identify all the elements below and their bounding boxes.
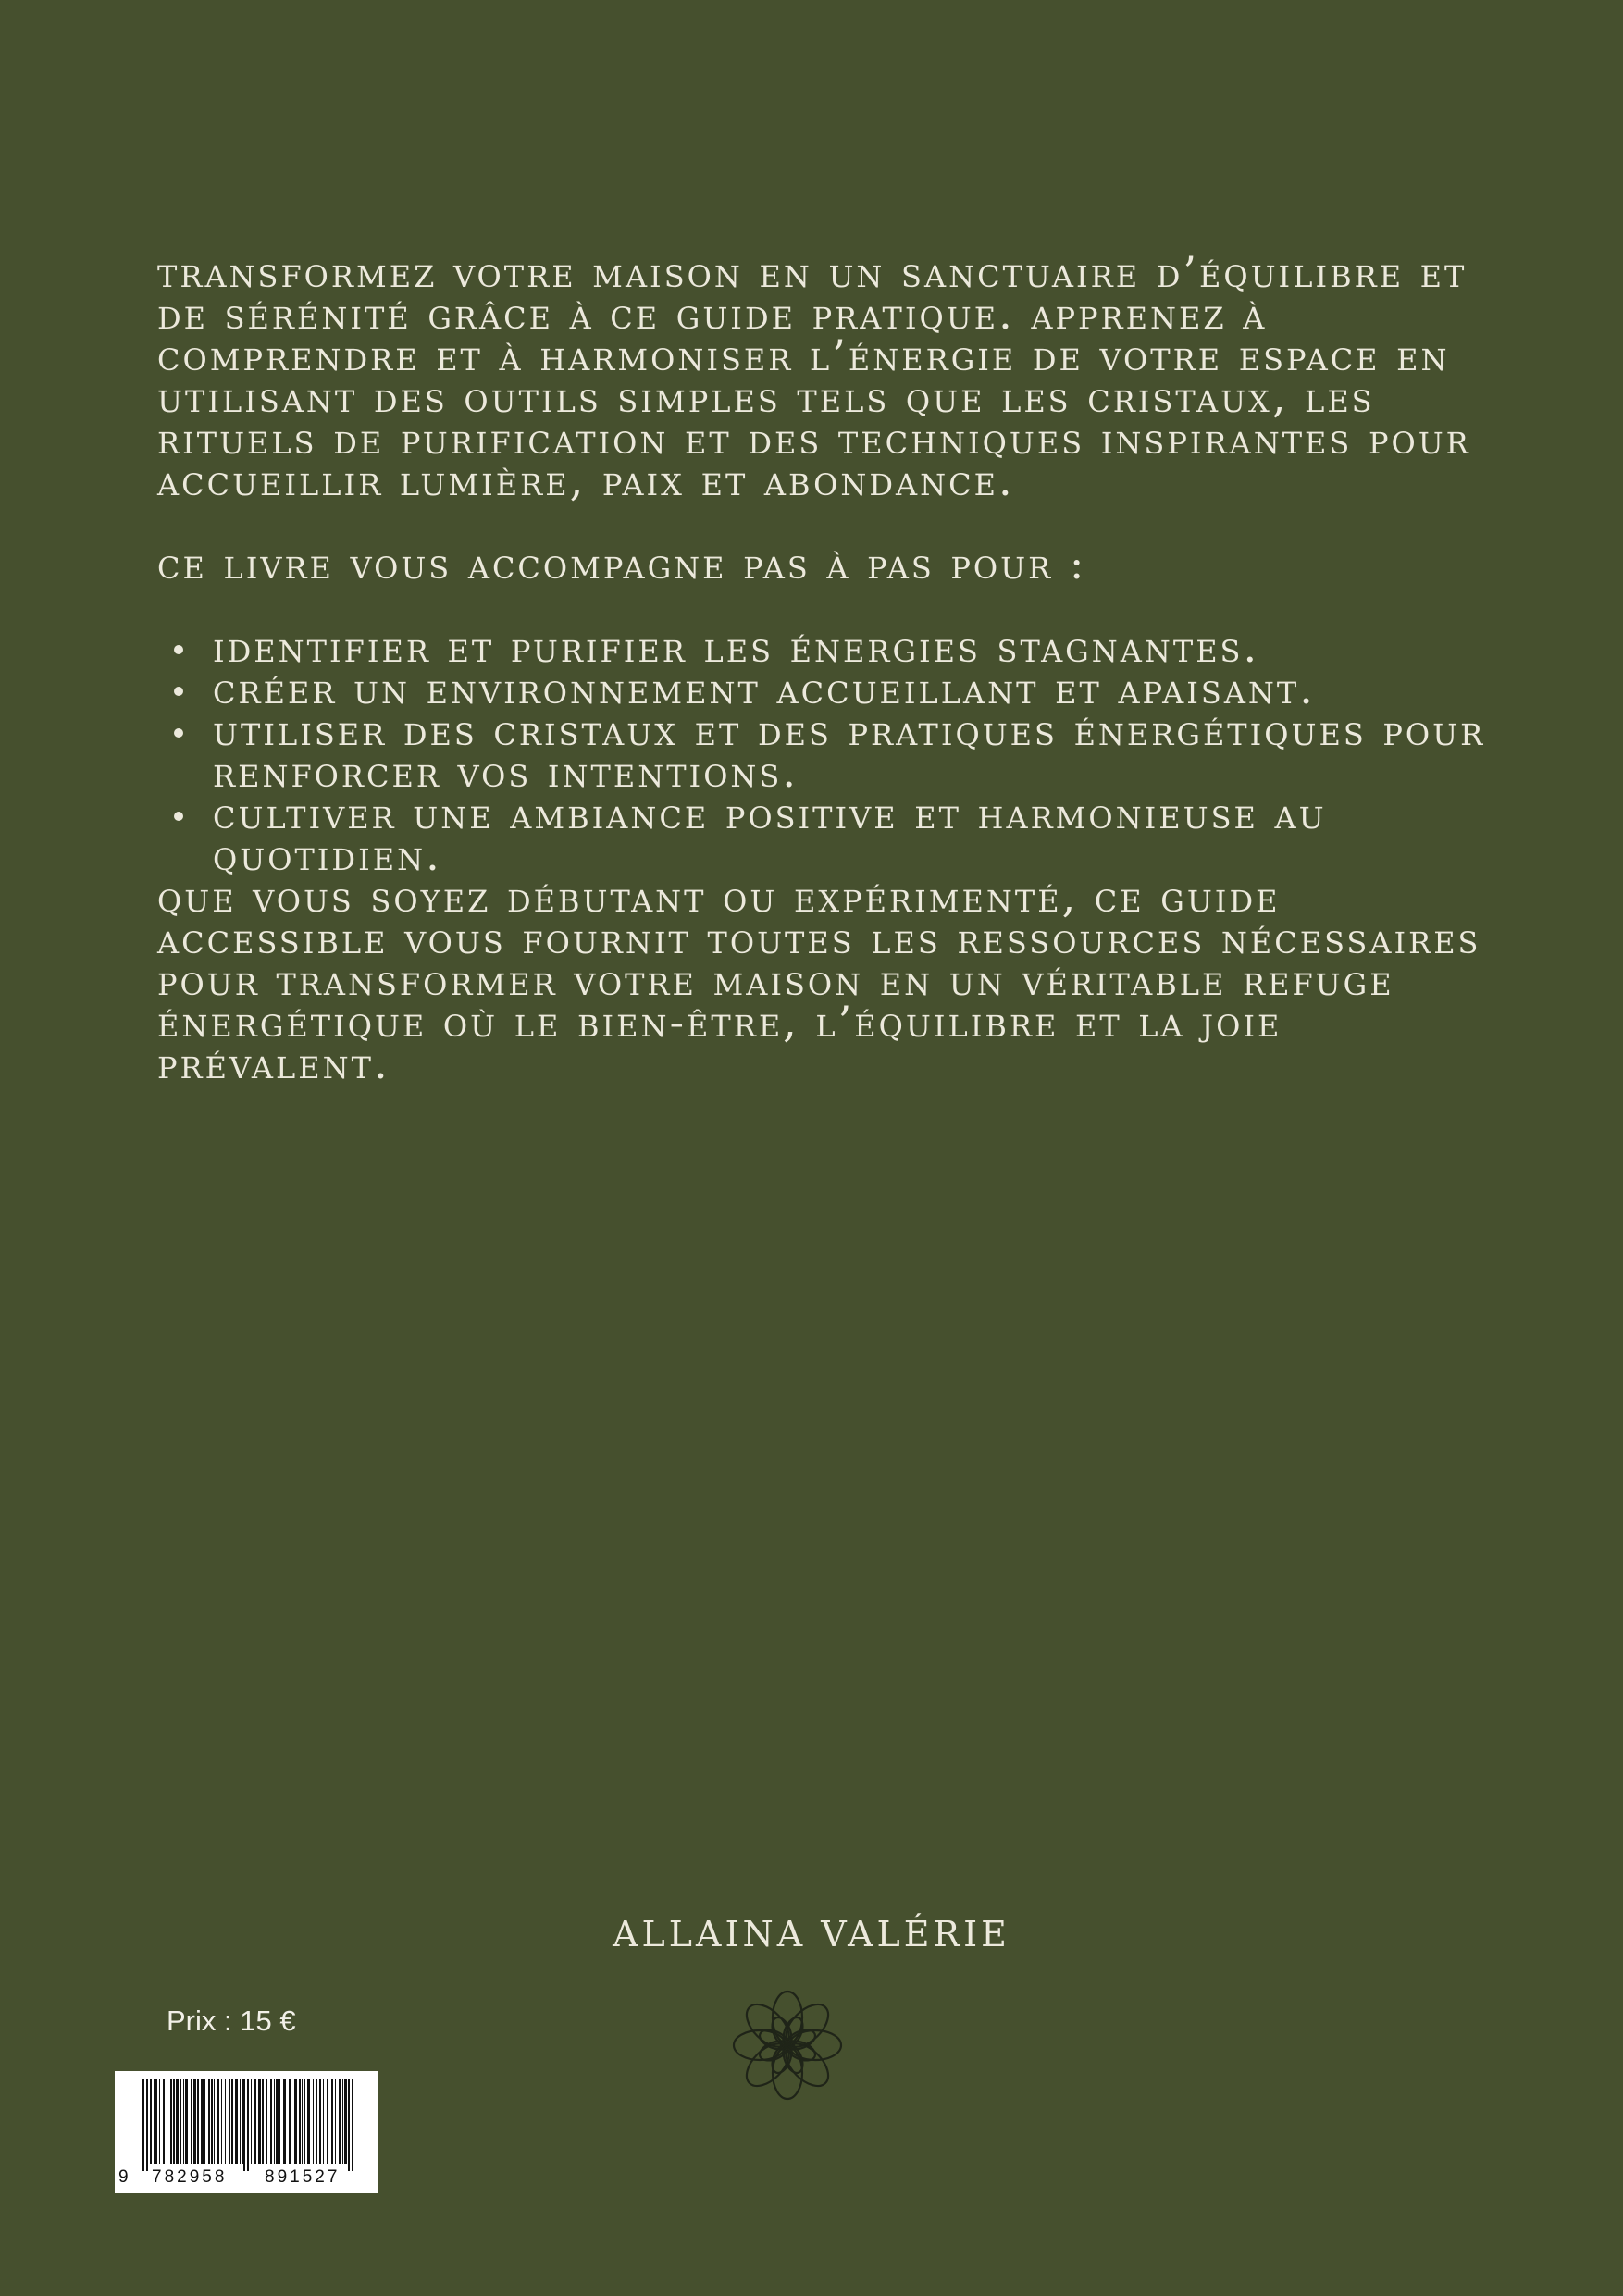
barcode-bar bbox=[191, 2079, 192, 2164]
list-item-text: identifier et purifier les énergies stagnantes. bbox=[213, 622, 1260, 672]
bullet-icon bbox=[174, 728, 183, 738]
barcode-bar bbox=[159, 2079, 160, 2164]
barcode-bar bbox=[214, 2079, 215, 2164]
barcode-bar bbox=[279, 2079, 280, 2164]
barcode-bar bbox=[229, 2079, 230, 2164]
barcode-bar bbox=[316, 2079, 317, 2164]
author-name: ALLAINA VALÉRIE bbox=[613, 1914, 1010, 1955]
barcode-bar bbox=[266, 2079, 267, 2164]
barcode-bar bbox=[197, 2079, 199, 2164]
barcode-bar bbox=[254, 2079, 256, 2164]
barcode-bar bbox=[313, 2079, 314, 2164]
barcode-bar bbox=[163, 2079, 165, 2164]
barcode-bar bbox=[242, 2079, 243, 2164]
bullet-icon bbox=[174, 645, 183, 654]
barcode-bar bbox=[170, 2079, 172, 2164]
isbn-barcode bbox=[115, 2071, 378, 2193]
barcode-bar bbox=[299, 2079, 301, 2164]
barcode-bar bbox=[208, 2079, 210, 2164]
barcode-bar bbox=[201, 2079, 204, 2164]
list-item bbox=[157, 664, 1490, 714]
barcode-digits-left: 782958 bbox=[152, 2167, 228, 2187]
barcode-bar bbox=[235, 2079, 238, 2164]
barcode-bar bbox=[251, 2079, 252, 2164]
barcode-digit-first: 9 bbox=[118, 2167, 129, 2187]
barcode-bar bbox=[180, 2079, 181, 2164]
blurb-list-intro: ce livre vous accompagne pas à pas pour : bbox=[157, 539, 1087, 589]
barcode-digits bbox=[115, 2167, 378, 2191]
barcode-bar bbox=[352, 2079, 353, 2171]
barcode-bar bbox=[240, 2079, 241, 2164]
list-item-text: cultiver une ambiance positive et harmonieuse au quotidien. bbox=[213, 788, 1327, 880]
barcode-bar bbox=[283, 2079, 286, 2164]
barcode-bar bbox=[319, 2079, 321, 2164]
barcode-bar bbox=[231, 2079, 233, 2164]
barcode-bar bbox=[331, 2079, 333, 2164]
barcode-bar bbox=[217, 2079, 219, 2164]
barcode-bar bbox=[344, 2079, 347, 2164]
barcode-bar bbox=[193, 2079, 196, 2164]
barcode-bar bbox=[335, 2079, 336, 2164]
barcode-bar bbox=[183, 2079, 184, 2164]
barcode-bar bbox=[289, 2079, 291, 2164]
list-item bbox=[157, 788, 1490, 880]
bullet-icon bbox=[174, 812, 183, 821]
blurb-intro-paragraph: transformez votre maison en un sanctuaire d’équilibre et de sérénité grâce à ce guide pratique. apprenez à comprendre et à harmoniser l’énergie de votre espace en utilisant des outils simples tels que les cristaux, les rituels de purification et des techniques inspirantes pour accueillir lumière, paix et abondance. bbox=[157, 247, 1471, 505]
barcode-bar bbox=[258, 2079, 261, 2164]
barcode-bar bbox=[339, 2079, 341, 2164]
barcode-bar bbox=[146, 2079, 148, 2171]
price-label: Prix : 15 € bbox=[167, 2004, 296, 2037]
barcode-bar bbox=[173, 2079, 175, 2164]
list-item bbox=[157, 705, 1490, 797]
barcode-bar bbox=[185, 2079, 188, 2164]
barcode-bar bbox=[150, 2079, 152, 2164]
barcode-bar bbox=[274, 2079, 275, 2164]
barcode-bar bbox=[294, 2079, 297, 2164]
list-item-text: utiliser des cristaux et des pratiques énergétiques pour renforcer vos intentions. bbox=[213, 705, 1486, 797]
back-cover-blurb bbox=[157, 247, 1490, 1088]
barcode-digits-right: 891527 bbox=[265, 2167, 341, 2187]
barcode-bar bbox=[270, 2079, 272, 2164]
barcode-bar bbox=[155, 2079, 157, 2164]
benefits-list bbox=[157, 622, 1490, 880]
barcode-bar bbox=[243, 2079, 245, 2171]
barcode-bar bbox=[154, 2079, 155, 2164]
barcode-bar bbox=[348, 2079, 350, 2171]
barcode-bar bbox=[327, 2079, 328, 2164]
list-item bbox=[157, 622, 1490, 672]
barcode-bar bbox=[304, 2079, 305, 2164]
bullet-icon bbox=[174, 687, 183, 696]
barcode-bar bbox=[262, 2079, 264, 2164]
barcode-bar bbox=[302, 2079, 303, 2164]
barcode-bar bbox=[204, 2079, 205, 2164]
barcode-bar bbox=[142, 2079, 144, 2171]
barcode-bar bbox=[176, 2079, 179, 2164]
barcode-bar bbox=[323, 2079, 324, 2164]
mandala-flower-icon bbox=[732, 1990, 843, 2101]
barcode-bars bbox=[122, 2079, 371, 2171]
blurb-closing-paragraph: que vous soyez débutant ou expérimenté, ce guide accessible vous fournit toutes les ressources nécessaires pour transformer votre maison en un véritable refuge énergétique où le bien-être, l’équilibre et la joie prévalent. bbox=[157, 872, 1481, 1088]
barcode-bar bbox=[247, 2079, 249, 2171]
barcode-bar bbox=[307, 2079, 310, 2164]
barcode-bar bbox=[225, 2079, 226, 2164]
list-item-text: créer un environnement accueillant et apaisant. bbox=[213, 664, 1316, 714]
barcode-bar bbox=[342, 2079, 343, 2164]
barcode-bar bbox=[211, 2079, 213, 2164]
barcode-bar bbox=[221, 2079, 222, 2164]
barcode-bar bbox=[276, 2079, 279, 2164]
